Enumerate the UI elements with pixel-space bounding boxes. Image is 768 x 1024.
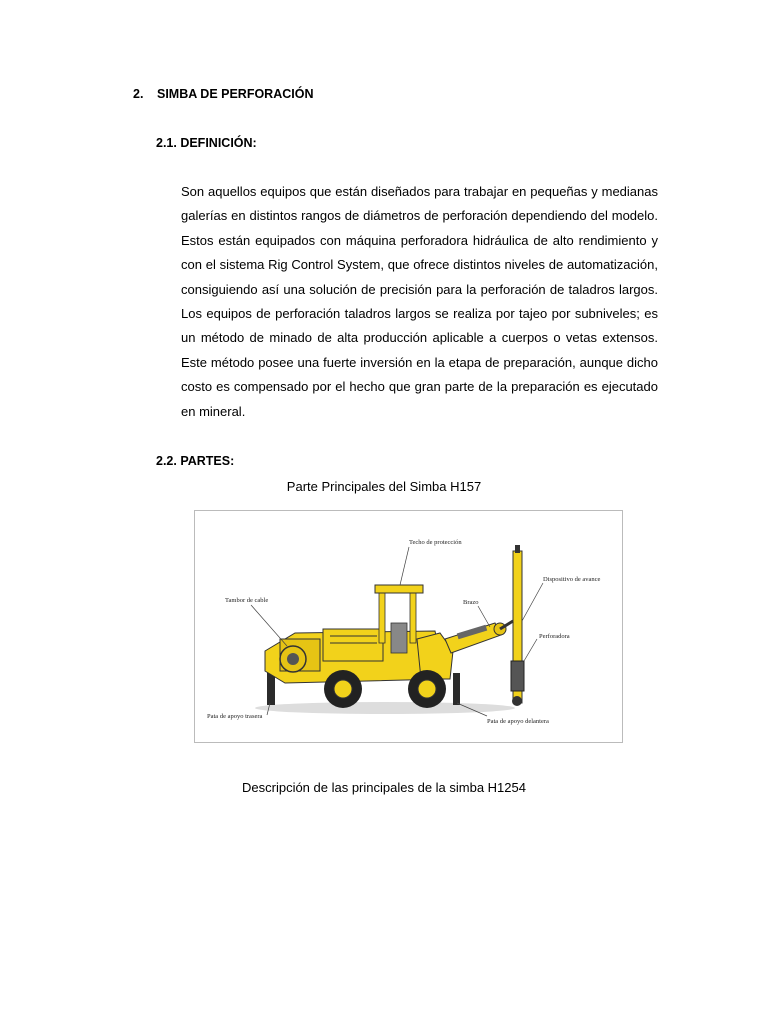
section-title: SIMBA DE PERFORACIÓN — [157, 87, 314, 101]
section-number: 2. — [133, 87, 144, 101]
definition-heading: 2.1. DEFINICIÓN: — [156, 136, 257, 150]
label-front-jack: Pata de apoyo delantera — [487, 718, 549, 725]
label-cable-drum: Tambor de cable — [225, 597, 269, 604]
label-rear-jack: Pata de apoyo trasera — [207, 713, 263, 720]
label-feed: Dispositivo de avance — [543, 576, 601, 583]
parts-heading: 2.2. PARTES: — [156, 454, 235, 468]
label-drill: Perforadora — [539, 633, 570, 640]
figure-title: Parte Principales del Simba H157 — [286, 479, 482, 494]
figure-caption: Descripción de las principales de la simba H1254 — [242, 780, 526, 795]
simba-diagram-figure — [194, 510, 623, 743]
definition-paragraph: Son aquellos equipos que están diseñados para trabajar en pequeñas y medianas galerías en distintos rangos de diámetros de perforación dependiendo del modelo. Estos están equipados con máquina perforadora hidráulica de alto rendimiento y con el sistema Rig Control System, que ofrece distintos niveles de automatización, consiguiendo así una solución de precisión para la perforación de taladros largos. Los equipos de perforación taladros largos se realiza por tajeo por subniveles; es un método de minado de alta producción aplicable a cuerpos o vetas extensos. Este método posee una fuerte inversión en la etapa de preparación, aunque dicho costo es compensado por el hecho que gran parte de la preparación es ejecutado en mineral. — [181, 184, 658, 419]
simba-drill-illustration — [195, 511, 622, 742]
section-heading — [133, 87, 314, 101]
label-boom: Brazo — [463, 599, 479, 606]
label-roof: Techo de protección — [409, 539, 462, 546]
